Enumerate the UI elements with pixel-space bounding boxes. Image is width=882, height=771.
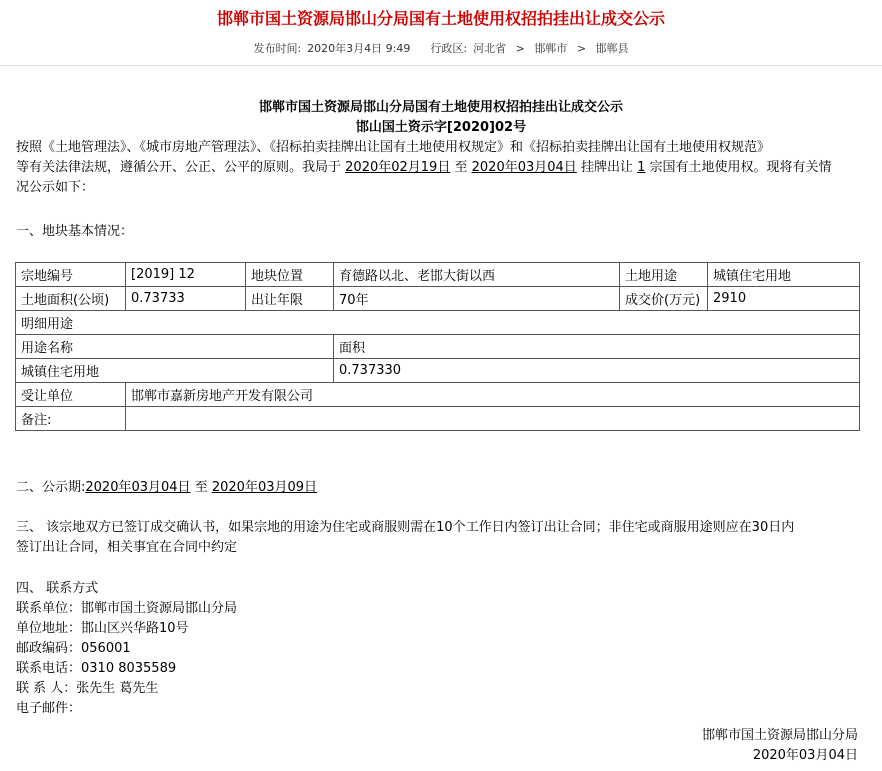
table-cell: 地块位置 (246, 263, 334, 287)
contact-email: 电子邮件： (16, 701, 82, 716)
table-cell: 备注: (16, 407, 126, 431)
signature-date: 2020年03月04日 (752, 748, 858, 763)
signature-block (702, 726, 858, 766)
parcel-info-table (15, 262, 860, 431)
table-row (16, 287, 860, 311)
publish-meta (0, 40, 882, 56)
table-cell: 面积 (334, 335, 860, 359)
table-cell: 土地面积(公顷) (16, 287, 126, 311)
intro-paragraph (16, 138, 866, 198)
document-title: 邯郸市国土资源局邯山分局国有土地使用权招拍挂出让成交公示 (258, 100, 623, 115)
intro-line-3: 况公示如下： (16, 180, 95, 195)
region-city-link[interactable]: 邯郸市 (534, 42, 568, 55)
table-cell: 育德路以北、老邯大街以西 (334, 263, 620, 287)
contact-title: 四、 联系方式 (16, 581, 99, 596)
publish-label: 发布时间: (253, 42, 302, 55)
document-heading (0, 98, 882, 138)
table-cell: 0.73733 (126, 287, 246, 311)
section-4-contact (16, 579, 866, 719)
table-cell: 成交价(万元) (620, 287, 708, 311)
region-county-link[interactable]: 邯郸县 (595, 42, 629, 55)
section-3: 三、 该宗地双方已签订成交确认书，如果宗地的用途为住宅或商服则需在10个工作日内签订出让合同；非住宅或商服用途则应在30日内 签订出让合同，相关事宜在合同中约定 (16, 520, 795, 555)
publish-time: 2020年3月4日 9:49 (307, 42, 411, 55)
table-cell: 受让单位 (16, 383, 126, 407)
notice-end-date: 2020年03月09日 (211, 480, 318, 495)
section-2: 二、公示期:2020年03月04日 至 2020年03月09日 (16, 480, 318, 495)
table-row (16, 407, 860, 431)
table-cell: 邯郸市嘉新房地产开发有限公司 (126, 383, 860, 407)
header-divider (0, 65, 882, 66)
chevron-right-icon: > (515, 42, 525, 55)
chevron-right-icon: > (576, 42, 587, 55)
contact-phone: 联系电话：0310 8035589 (16, 661, 177, 676)
intro-line-1: 按照《土地管理法》、《城市房地产管理法》、《招标拍卖挂牌出让国有土地使用权规定》和《招标拍卖挂牌出让国有土地使用权规范》 (16, 140, 771, 155)
parcel-count: 1 (637, 160, 646, 175)
table-cell: 70年 (334, 287, 620, 311)
intro-line-2: 等有关法律法规，遵循公开、公正、公平的原则。我局于 2020年02月19日 至 2020年03月04日 挂牌出让 1 宗国有土地使用权。现将有关情 (16, 160, 832, 175)
table-row (16, 335, 860, 359)
table-cell: 城镇住宅用地 (16, 359, 334, 383)
listing-end-date: 2020年03月04日 (471, 160, 577, 175)
table-cell: 城镇住宅用地 (708, 263, 860, 287)
table-row (16, 359, 860, 383)
table-cell: 明细用途 (16, 311, 860, 335)
section-1-heading: 一、地块基本情况： (16, 224, 134, 239)
contact-person: 联 系 人：张先生 葛先生 (16, 681, 159, 696)
table-row (16, 311, 860, 335)
table-cell: 土地用途 (620, 263, 708, 287)
region-label: 行政区: (430, 42, 468, 55)
table-row (16, 263, 860, 287)
table-cell: 出让年限 (246, 287, 334, 311)
page-title: 邯郸市国土资源局邯山分局国有土地使用权招拍挂出让成交公示 (216, 9, 665, 28)
notice-start-date: 2020年03月04日 (85, 480, 191, 495)
listing-start-date: 2020年02月19日 (345, 160, 451, 175)
contact-unit: 联系单位：邯郸市国土资源局邯山分局 (16, 601, 238, 616)
signature-org: 邯郸市国土资源局邯山分局 (701, 728, 858, 743)
table-row (16, 383, 860, 407)
table-cell: 用途名称 (16, 335, 334, 359)
table-cell: 0.737330 (334, 359, 860, 383)
table-cell: [2019] 12 (126, 263, 246, 287)
table-cell (126, 407, 860, 431)
region-province-link[interactable]: 河北省 (473, 42, 507, 55)
document-number: 邯山国土资示字[2020]02号 (355, 120, 527, 135)
table-cell: 2910 (708, 287, 860, 311)
contact-postcode: 邮政编码：056001 (16, 641, 131, 656)
table-cell: 宗地编号 (16, 263, 126, 287)
contact-address: 单位地址：邯山区兴华路10号 (16, 621, 189, 636)
